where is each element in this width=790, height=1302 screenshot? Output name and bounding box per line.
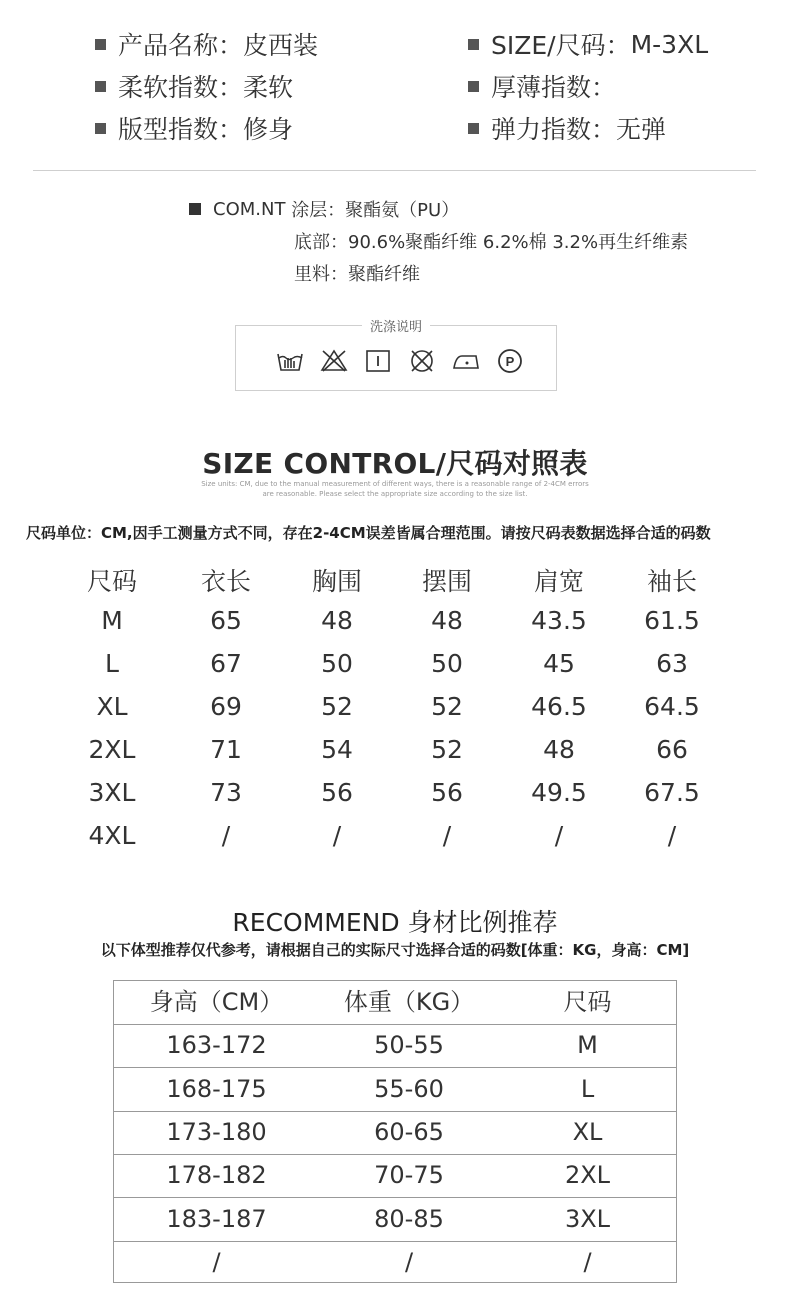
- info-fit: [95, 110, 293, 146]
- bullet-square-icon: [95, 123, 106, 134]
- table-row: [114, 1111, 676, 1155]
- recommend-header-row: [114, 981, 676, 1025]
- recommend-cell: M: [577, 1031, 598, 1060]
- recommend-header-cell: 体重（KG）: [343, 988, 475, 1016]
- info-value: 修身: [243, 115, 294, 144]
- material-coating-text: 涂层：聚酯氨（PU）: [291, 200, 460, 221]
- size-header-cell: 袖长: [646, 567, 697, 596]
- table-row: [114, 1068, 676, 1112]
- size-cell: /: [667, 821, 677, 850]
- material-base-text: 底部：90.6%聚酯纤维 6.2%棉 3.2%再生纤维素: [294, 232, 689, 253]
- info-label: 弹力指数：: [491, 115, 617, 144]
- bullet-square-icon: [95, 39, 106, 50]
- size-cell: M: [101, 606, 123, 635]
- size-cell: 61.5: [644, 606, 700, 635]
- size-cell: 67.5: [644, 778, 700, 807]
- size-cell: 65: [210, 606, 242, 635]
- bullet-square-icon: [95, 81, 106, 92]
- size-cell: 49.5: [531, 778, 587, 807]
- recommend-cell: 60-65: [374, 1117, 444, 1146]
- hand-wash-icon: [276, 348, 304, 374]
- info-label: SIZE/尺码：: [491, 31, 631, 60]
- recommend-cell: /: [212, 1247, 221, 1276]
- info-product-name: [95, 26, 318, 62]
- size-cell: 52: [431, 735, 463, 764]
- size-cell: 43.5: [531, 606, 587, 635]
- divider: [33, 170, 756, 171]
- hang-dry-icon: [364, 348, 392, 374]
- recommend-cell: 168-175: [166, 1074, 267, 1103]
- info-thickness: [468, 68, 616, 104]
- size-cell: 67: [210, 649, 242, 678]
- recommend-cell: /: [583, 1247, 592, 1276]
- bullet-square-icon: [189, 203, 201, 215]
- size-cell: 48: [321, 606, 353, 635]
- size-cell: 69: [210, 692, 242, 721]
- material-lining: [294, 260, 420, 286]
- recommend-header-cell: 尺码: [563, 988, 612, 1016]
- size-cell: 56: [431, 778, 463, 807]
- washing-instructions: [235, 320, 557, 391]
- recommend-cell: L: [580, 1074, 595, 1103]
- size-cell: 50: [431, 649, 463, 678]
- size-cell: 46.5: [531, 692, 587, 721]
- info-value: 无弹: [616, 115, 667, 144]
- size-cell: 3XL: [88, 778, 136, 807]
- size-cell: 66: [656, 735, 688, 764]
- recommend-cell: 3XL: [564, 1204, 611, 1233]
- size-cell: 71: [210, 735, 242, 764]
- info-label: 版型指数：: [118, 115, 244, 144]
- recommend-cell: 50-55: [374, 1031, 444, 1060]
- material-base: [294, 228, 688, 254]
- recommend-cell: 70-75: [374, 1161, 444, 1190]
- recommend-header-cell: 身高（CM）: [149, 988, 284, 1016]
- info-label: 产品名称：: [118, 31, 244, 60]
- size-cell: 4XL: [88, 821, 136, 850]
- washing-icons: [276, 348, 524, 374]
- size-cell: 50: [321, 649, 353, 678]
- recommend-cell: 80-85: [374, 1204, 444, 1233]
- size-header-cell: 肩宽: [533, 567, 584, 596]
- size-cell: /: [554, 821, 564, 850]
- recommend-note: 以下体型推荐仅代参考，请根据自己的实际尺寸选择合适的码数[体重：KG，身高：CM]: [100, 941, 690, 959]
- material-coating: [189, 196, 459, 222]
- size-cell: /: [442, 821, 452, 850]
- bullet-square-icon: [468, 39, 479, 50]
- size-cell: L: [105, 649, 119, 678]
- size-header-cell: 胸围: [311, 567, 362, 596]
- recommend-cell: 183-187: [166, 1204, 267, 1233]
- size-cell: 52: [431, 692, 463, 721]
- size-cell: 54: [321, 735, 353, 764]
- info-softness: [95, 68, 293, 104]
- size-cell: 45: [543, 649, 575, 678]
- table-row: [114, 1154, 676, 1198]
- size-control-subtitle-1: Size units: CM, due to the manual measurement of different ways, there is a reasonable range of 2-4CM errors: [201, 480, 589, 488]
- recommend-cell: 163-172: [166, 1031, 267, 1060]
- dry-clean-p-icon: [496, 348, 524, 374]
- bullet-square-icon: [468, 81, 479, 92]
- size-header-cell: 衣长: [200, 567, 251, 596]
- no-bleach-icon: [320, 348, 348, 374]
- size-control-title: SIZE CONTROL/尺码对照表: [202, 447, 588, 480]
- recommend-cell: 173-180: [166, 1117, 267, 1146]
- size-cell: 48: [543, 735, 575, 764]
- recommend-table: [113, 980, 677, 1283]
- size-unit-note: 尺码单位：CM,因手工测量方式不同，存在2-4CM误差皆属合理范围。请按尺码表数据选择合适的码数: [26, 524, 711, 542]
- material-prefix: COM.NT: [213, 198, 286, 220]
- table-row: [114, 1024, 676, 1068]
- size-cell: /: [221, 821, 231, 850]
- size-header-cell: 摆围: [421, 567, 472, 596]
- info-value: 柔软: [243, 73, 294, 102]
- info-size: [468, 26, 708, 62]
- info-elasticity: [468, 110, 666, 146]
- recommend-cell: /: [404, 1247, 414, 1276]
- size-cell: 48: [431, 606, 463, 635]
- size-cell: 56: [321, 778, 353, 807]
- size-cell: 2XL: [88, 735, 136, 764]
- size-cell: XL: [96, 692, 128, 721]
- size-cell: 52: [321, 692, 353, 721]
- recommend-cell: XL: [572, 1117, 603, 1146]
- table-row: [114, 1198, 676, 1242]
- recommend-title: RECOMMEND 身材比例推荐: [232, 908, 558, 937]
- size-cell: 64.5: [644, 692, 700, 721]
- size-cell: /: [332, 821, 342, 850]
- recommend-cell: 55-60: [374, 1074, 444, 1103]
- material-lining-text: 里料：聚酯纤维: [294, 264, 420, 285]
- table-row: [114, 1241, 676, 1284]
- info-label: 柔软指数：: [118, 73, 244, 102]
- info-value: 皮西装: [243, 31, 319, 60]
- svg-text:P: P: [505, 354, 515, 369]
- info-label: 厚薄指数：: [491, 73, 617, 102]
- recommend-cell: 2XL: [564, 1161, 611, 1190]
- bullet-square-icon: [468, 123, 479, 134]
- info-value: M-3XL: [630, 29, 709, 59]
- size-cell: 63: [656, 649, 688, 678]
- no-tumble-dry-icon: [408, 348, 436, 374]
- iron-low-icon: [452, 348, 480, 374]
- size-header-cell: 尺码: [86, 567, 137, 596]
- size-cell: 73: [210, 778, 242, 807]
- recommend-cell: 178-182: [166, 1161, 267, 1190]
- washing-title: 洗涤说明: [362, 316, 430, 335]
- size-control-subtitle-2: are reasonable. Please select the appropriate size according to the size list.: [262, 490, 528, 498]
